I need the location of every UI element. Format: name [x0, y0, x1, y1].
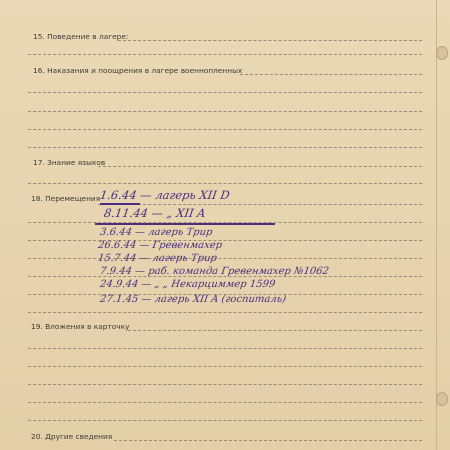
rule-line: [118, 40, 422, 41]
transfer-entry: 8.11.44 — „ XII A: [103, 206, 207, 220]
transfer-entry: 3.6.44 — лагерь Трир: [99, 227, 214, 238]
rule-line: [28, 384, 422, 385]
transfer-entry: 27.1.45 — лагерь XII A (госпиталь): [99, 294, 287, 305]
rule-line: [28, 129, 422, 130]
field-19-label: 19. Вложения в карточку: [31, 322, 130, 331]
field-20-label: 20. Другие сведения: [31, 432, 113, 441]
rule-line: [128, 330, 422, 331]
rule-line: [28, 258, 422, 259]
rule-line: [28, 402, 422, 403]
rule-line: [28, 183, 422, 184]
rule-line: [114, 440, 422, 441]
rule-line: [28, 366, 422, 367]
field-16-label: 16. Наказания и поощрения в лагере военнопленных: [33, 66, 243, 75]
hand-underline: [95, 223, 275, 225]
binder-hole: [436, 392, 448, 406]
field-18-label: 18. Перемещения: [31, 194, 101, 203]
rule-line: [28, 240, 422, 241]
rule-line: [28, 312, 422, 313]
rule-line: [28, 147, 422, 148]
rule-line: [28, 420, 422, 421]
transfer-entry: 1.6.44 — лагерь XII D: [99, 188, 231, 202]
transfer-entry: 24.9.44 — „ „ Некарциммер 1599: [99, 279, 276, 290]
field-15-label: 15. Поведение в лагере:: [33, 32, 129, 41]
rule-line: [28, 92, 422, 93]
right-margin-line: [436, 0, 437, 450]
rule-line: [98, 204, 422, 205]
rule-line: [240, 74, 422, 75]
rule-line: [28, 111, 422, 112]
field-17-label: 17. Знание языков: [33, 158, 106, 167]
rule-line: [28, 54, 422, 55]
hand-underline: [100, 203, 140, 205]
binder-hole: [436, 46, 448, 60]
transfer-entry: 7.9.44 — раб. команда Гревенмахер №1062: [99, 266, 330, 277]
transfer-entry: 26.6.44 — Гревенмахер: [97, 240, 223, 251]
transfer-entry: 15.7.44 — лагерь Трир: [97, 253, 218, 264]
rule-line: [28, 348, 422, 349]
rule-line: [98, 166, 422, 167]
